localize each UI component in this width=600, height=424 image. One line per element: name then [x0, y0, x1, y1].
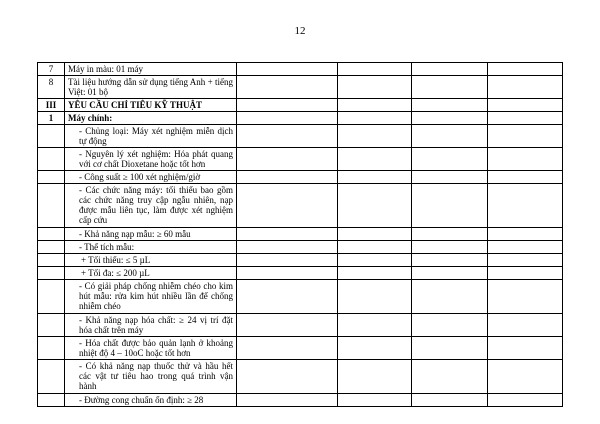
empty-cell: [338, 280, 412, 314]
empty-cell: [488, 112, 563, 125]
table-row: [38, 228, 563, 241]
empty-cell: [237, 314, 338, 337]
empty-cell: [338, 171, 412, 184]
empty-cell: [338, 99, 412, 112]
empty-cell: [412, 99, 488, 112]
empty-cell: [338, 112, 412, 125]
empty-cell: [237, 125, 338, 148]
empty-cell: [338, 125, 412, 148]
empty-cell: [412, 337, 488, 360]
empty-cell: [237, 171, 338, 184]
empty-cell: [412, 360, 488, 394]
empty-cell: [237, 394, 338, 407]
empty-cell: [237, 241, 338, 254]
empty-cell: [488, 280, 563, 314]
section-row: [38, 99, 563, 112]
empty-cell: [237, 267, 338, 280]
empty-cell: [338, 184, 412, 228]
empty-cell: [338, 254, 412, 267]
empty-cell: [237, 280, 338, 314]
table-row: [38, 337, 563, 360]
empty-cell: [488, 360, 563, 394]
empty-cell: [488, 148, 563, 171]
empty-cell: [338, 360, 412, 394]
empty-cell: [488, 76, 563, 99]
empty-cell: [412, 228, 488, 241]
empty-cell: [338, 267, 412, 280]
row-description: - Chủng loại: Máy xét nghiệm miễn dịch tự động: [65, 125, 237, 148]
empty-cell: [412, 148, 488, 171]
empty-cell: [488, 228, 563, 241]
empty-cell: [237, 228, 338, 241]
empty-cell: [237, 360, 338, 394]
empty-cell: [412, 254, 488, 267]
section-title: Máy chính:: [65, 112, 237, 125]
empty-cell: [38, 267, 65, 280]
empty-cell: [412, 76, 488, 99]
table-row: [38, 241, 563, 254]
row-description: - Thể tích mẫu:: [65, 241, 237, 254]
empty-cell: [412, 112, 488, 125]
empty-cell: [338, 63, 412, 76]
section-title: YÊU CẦU CHỈ TIÊU KỸ THUẬT: [65, 99, 237, 112]
row-description: Máy in màu: 01 máy: [65, 63, 237, 76]
row-description: - Đường cong chuẩn ổn định: ≥ 28: [65, 394, 237, 407]
empty-cell: [38, 314, 65, 337]
empty-cell: [237, 63, 338, 76]
table-row: [38, 360, 563, 394]
empty-cell: [488, 394, 563, 407]
empty-cell: [488, 63, 563, 76]
table-row: [38, 254, 563, 267]
empty-cell: [38, 337, 65, 360]
empty-cell: [338, 76, 412, 99]
section-number: 1: [38, 112, 65, 125]
row-description: Tài liệu hướng dẫn sử dụng tiếng Anh + tiếng Việt: 01 bộ: [65, 76, 237, 99]
empty-cell: [338, 148, 412, 171]
empty-cell: [412, 241, 488, 254]
empty-cell: [338, 228, 412, 241]
empty-cell: [338, 314, 412, 337]
empty-cell: [237, 99, 338, 112]
empty-cell: [338, 394, 412, 407]
page-number: 12: [294, 25, 306, 37]
row-description: - Có giải pháp chống nhiễm chéo cho kim hút mẫu: rửa kim hút nhiều lần để chống nhiễm chéo: [65, 280, 237, 314]
section-number: III: [38, 99, 65, 112]
table-row: [38, 314, 563, 337]
empty-cell: [38, 125, 65, 148]
empty-cell: [488, 314, 563, 337]
table-row: [38, 267, 563, 280]
empty-cell: [237, 76, 338, 99]
empty-cell: [412, 267, 488, 280]
empty-cell: [412, 125, 488, 148]
row-description: - Nguyên lý xét nghiệm: Hóa phát quang với cơ chất Dioxetane hoặc tốt hơn: [65, 148, 237, 171]
row-description: + Tối thiểu: ≤ 5 µL: [65, 254, 237, 267]
table-row: [38, 63, 563, 76]
row-description: - Công suất ≥ 100 xét nghiệm/giờ: [65, 171, 237, 184]
empty-cell: [38, 148, 65, 171]
empty-cell: [488, 241, 563, 254]
empty-cell: [38, 394, 65, 407]
row-description: - Các chức năng máy: tối thiểu bao gồm các chức năng truy cập ngẫu nhiên, nạp được mẫu liên tục, làm được xét nghiệm cấp cứu: [65, 184, 237, 228]
empty-cell: [38, 280, 65, 314]
row-number: 7: [38, 63, 65, 76]
row-description: - Hóa chất được bảo quản lạnh ở khoảng nhiệt độ 4 – 10oC hoặc tốt hơn: [65, 337, 237, 360]
empty-cell: [237, 112, 338, 125]
row-description: - Khả năng nạp mẫu: ≥ 60 mẫu: [65, 228, 237, 241]
empty-cell: [412, 280, 488, 314]
empty-cell: [412, 171, 488, 184]
empty-cell: [237, 254, 338, 267]
empty-cell: [338, 241, 412, 254]
table-row: [38, 125, 563, 148]
table-row: [38, 184, 563, 228]
empty-cell: [38, 241, 65, 254]
empty-cell: [237, 184, 338, 228]
row-number: 8: [38, 76, 65, 99]
empty-cell: [488, 125, 563, 148]
empty-cell: [488, 99, 563, 112]
table-row: [38, 280, 563, 314]
row-description: + Tối đa: ≤ 200 µL: [65, 267, 237, 280]
row-description: - Khả năng nạp hóa chất: ≥ 24 vị trí đặt hóa chất trên máy: [65, 314, 237, 337]
table-row: [38, 394, 563, 407]
empty-cell: [488, 267, 563, 280]
empty-cell: [38, 171, 65, 184]
spec-table: [37, 62, 563, 407]
row-description: - Có khả năng nạp thuốc thử và hầu hết các vật tư tiêu hao trong quá trình vận hành: [65, 360, 237, 394]
empty-cell: [237, 337, 338, 360]
empty-cell: [488, 254, 563, 267]
empty-cell: [38, 184, 65, 228]
empty-cell: [488, 337, 563, 360]
empty-cell: [338, 337, 412, 360]
table-row: [38, 76, 563, 99]
empty-cell: [38, 254, 65, 267]
empty-cell: [412, 184, 488, 228]
empty-cell: [488, 184, 563, 228]
empty-cell: [237, 148, 338, 171]
table-row: [38, 148, 563, 171]
section-row: [38, 112, 563, 125]
empty-cell: [38, 360, 65, 394]
table-row: [38, 171, 563, 184]
empty-cell: [412, 394, 488, 407]
empty-cell: [412, 63, 488, 76]
empty-cell: [488, 171, 563, 184]
empty-cell: [38, 228, 65, 241]
empty-cell: [412, 314, 488, 337]
